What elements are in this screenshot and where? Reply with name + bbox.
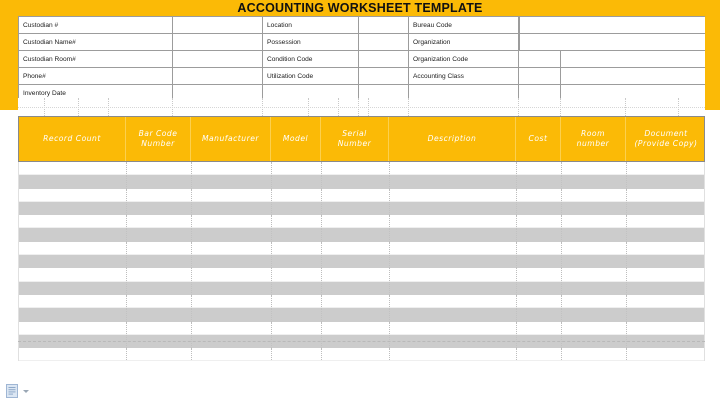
cell-divider <box>191 255 192 268</box>
grid-line-horizontal <box>18 107 705 108</box>
cell-divider <box>191 228 192 241</box>
form-value-far-right[interactable] <box>518 34 706 50</box>
cell-divider <box>516 189 517 201</box>
column-header-label: Number <box>141 139 175 148</box>
form-label-left: Custodian # <box>19 17 173 33</box>
form-row <box>19 34 705 51</box>
cell-divider <box>126 282 127 295</box>
cell-divider <box>126 255 127 268</box>
cell-divider <box>191 202 192 215</box>
form-value-left[interactable] <box>173 68 263 84</box>
cell-divider <box>516 202 517 215</box>
form-row <box>19 17 705 34</box>
form-label-mid: Condition Code <box>263 51 359 67</box>
form-label-left: Inventory Date <box>19 85 173 101</box>
cell-divider <box>626 189 627 201</box>
table-row[interactable] <box>19 348 704 361</box>
cell-divider <box>321 242 322 254</box>
cell-divider <box>321 202 322 215</box>
form-value-right[interactable] <box>519 68 561 84</box>
cell-divider <box>561 308 562 321</box>
cell-divider <box>321 322 322 334</box>
cell-divider <box>561 282 562 295</box>
cell-divider <box>126 175 127 188</box>
cell-divider <box>126 162 127 174</box>
table-row[interactable] <box>19 268 704 281</box>
cell-divider <box>389 308 390 321</box>
column-header-model[interactable] <box>271 117 321 161</box>
cell-divider <box>626 268 627 280</box>
cell-divider <box>191 162 192 174</box>
cell-divider <box>626 215 627 227</box>
column-header-room-number[interactable] <box>561 117 626 161</box>
custodian-form-table <box>18 16 705 102</box>
cell-divider <box>561 215 562 227</box>
cell-divider <box>516 162 517 174</box>
cell-divider <box>516 348 517 360</box>
cell-divider <box>516 242 517 254</box>
inventory-table <box>18 116 705 361</box>
cell-divider <box>516 322 517 334</box>
form-value-mid[interactable] <box>359 17 409 33</box>
column-header-label: Document <box>644 128 688 138</box>
document-icon[interactable] <box>6 384 18 398</box>
form-value-far-right[interactable] <box>561 51 706 67</box>
cell-divider <box>561 255 562 268</box>
column-header-record-count[interactable] <box>19 117 126 161</box>
cell-divider <box>626 322 627 334</box>
cell-divider <box>516 228 517 241</box>
column-header-label: Number <box>337 139 372 148</box>
table-row[interactable] <box>19 282 704 295</box>
cell-divider <box>271 268 272 280</box>
cell-divider <box>561 268 562 280</box>
form-label-left: Custodian Room# <box>19 51 173 67</box>
cell-divider <box>191 215 192 227</box>
cell-divider <box>191 282 192 295</box>
cell-divider <box>389 295 390 307</box>
cell-divider <box>126 228 127 241</box>
cell-divider <box>389 242 390 254</box>
form-label-left: Phone# <box>19 68 173 84</box>
cell-divider <box>126 322 127 334</box>
cell-divider <box>321 255 322 268</box>
cell-divider <box>191 308 192 321</box>
cell-divider <box>271 255 272 268</box>
cell-divider <box>516 268 517 280</box>
cell-divider <box>321 215 322 227</box>
cell-divider <box>561 175 562 188</box>
form-value-left[interactable] <box>173 51 263 67</box>
cell-divider <box>126 215 127 227</box>
form-value-left[interactable] <box>173 34 263 50</box>
cell-divider <box>389 322 390 334</box>
cell-divider <box>389 282 390 295</box>
cell-divider <box>516 308 517 321</box>
cell-divider <box>321 308 322 321</box>
cell-divider <box>321 228 322 241</box>
cell-divider <box>271 282 272 295</box>
cell-divider <box>271 242 272 254</box>
cell-divider <box>321 189 322 201</box>
column-header-serial-number[interactable] <box>321 117 389 161</box>
cell-divider <box>626 295 627 307</box>
cell-divider <box>389 348 390 360</box>
cell-divider <box>516 282 517 295</box>
cell-divider <box>389 215 390 227</box>
cell-divider <box>321 282 322 295</box>
table-row[interactable] <box>19 322 704 335</box>
table-row[interactable] <box>19 162 704 175</box>
form-label-mid: Possession <box>263 34 359 50</box>
cell-divider <box>321 175 322 188</box>
column-header-label: Record Count <box>43 133 101 143</box>
table-row[interactable] <box>19 202 704 215</box>
cell-divider <box>561 162 562 174</box>
column-header-document[interactable] <box>626 117 706 161</box>
cell-divider <box>271 308 272 321</box>
cell-divider <box>626 255 627 268</box>
cell-divider <box>321 295 322 307</box>
cell-divider <box>561 228 562 241</box>
form-value-mid[interactable] <box>359 34 409 50</box>
cell-divider <box>561 295 562 307</box>
cell-divider <box>389 268 390 280</box>
dropdown-caret-icon[interactable] <box>23 390 29 393</box>
form-label-right: Accounting Class <box>409 68 519 84</box>
cell-divider <box>271 162 272 174</box>
column-header-label: (Provide Copy) <box>634 139 698 148</box>
cell-divider <box>191 242 192 254</box>
cell-divider <box>271 228 272 241</box>
form-value-left[interactable] <box>173 17 263 33</box>
column-header-label: Model <box>282 133 309 143</box>
cell-divider <box>126 348 127 360</box>
table-row[interactable] <box>19 215 704 228</box>
table-row[interactable] <box>19 189 704 202</box>
cell-divider <box>126 268 127 280</box>
form-value-mid[interactable] <box>359 68 409 84</box>
cell-divider <box>626 228 627 241</box>
form-label-left: Custodian Name# <box>19 34 173 50</box>
cell-divider <box>271 189 272 201</box>
form-row <box>19 68 705 85</box>
cell-divider <box>126 295 127 307</box>
table-row[interactable] <box>19 295 704 308</box>
form-label-mid: Utilization Code <box>263 68 359 84</box>
column-header-label: Manufacturer <box>201 133 260 143</box>
cell-divider <box>561 348 562 360</box>
cell-divider <box>626 202 627 215</box>
page-title: ACCOUNTING WORKSHEET TEMPLATE <box>237 1 483 15</box>
form-label-right: Bureau Code <box>409 17 519 33</box>
cell-divider <box>389 228 390 241</box>
cell-divider <box>561 242 562 254</box>
cell-divider <box>561 189 562 201</box>
table-row[interactable] <box>19 242 704 255</box>
column-header-label: Cost <box>528 133 548 143</box>
cell-divider <box>561 202 562 215</box>
column-header-description[interactable] <box>389 117 516 161</box>
inventory-table-header-row <box>18 116 705 162</box>
column-header-manufacturer[interactable] <box>191 117 271 161</box>
cell-divider <box>321 348 322 360</box>
cell-divider <box>191 322 192 334</box>
status-bar <box>6 382 66 400</box>
column-header-label: Description <box>427 133 477 143</box>
cell-divider <box>271 322 272 334</box>
column-header-label: Room <box>581 128 605 138</box>
table-row[interactable] <box>19 228 704 241</box>
form-row <box>19 51 705 68</box>
form-label-mid: Location <box>263 17 359 33</box>
table-row[interactable] <box>19 308 704 321</box>
cell-divider <box>561 322 562 334</box>
cell-divider <box>191 295 192 307</box>
cell-divider <box>271 202 272 215</box>
form-value-right[interactable] <box>519 51 561 67</box>
form-label-right: Organization Code <box>409 51 519 67</box>
cell-divider <box>271 295 272 307</box>
cell-divider <box>126 242 127 254</box>
cell-divider <box>389 255 390 268</box>
column-header-label: Bar Code <box>138 128 178 138</box>
cell-divider <box>191 268 192 280</box>
table-row[interactable] <box>19 255 704 268</box>
cell-divider <box>321 162 322 174</box>
table-row[interactable] <box>19 175 704 188</box>
cell-divider <box>271 215 272 227</box>
cell-divider <box>126 202 127 215</box>
cell-divider <box>516 255 517 268</box>
cell-divider <box>126 308 127 321</box>
cell-divider <box>191 348 192 360</box>
cell-divider <box>271 175 272 188</box>
spreadsheet-gap-grid <box>18 98 705 117</box>
cell-divider <box>626 282 627 295</box>
cell-divider <box>271 348 272 360</box>
form-label-right: Organization <box>409 34 519 50</box>
form-value-mid[interactable] <box>359 51 409 67</box>
cell-divider <box>516 215 517 227</box>
cell-divider <box>389 202 390 215</box>
cell-divider <box>626 175 627 188</box>
cell-divider <box>516 295 517 307</box>
column-header-cost[interactable] <box>516 117 561 161</box>
cell-divider <box>626 242 627 254</box>
cell-divider <box>626 348 627 360</box>
cell-divider <box>516 175 517 188</box>
form-value-far-right[interactable] <box>518 17 706 33</box>
cell-divider <box>321 268 322 280</box>
column-header-label: Serial <box>342 128 367 138</box>
cell-divider <box>389 162 390 174</box>
cell-divider <box>389 189 390 201</box>
cell-divider <box>626 308 627 321</box>
cell-divider <box>191 175 192 188</box>
form-value-far-right[interactable] <box>561 68 706 84</box>
inventory-table-body <box>18 162 705 361</box>
cell-divider <box>126 189 127 201</box>
column-header-bar-code-number[interactable] <box>126 117 191 161</box>
table-dashed-separator <box>18 341 705 342</box>
cell-divider <box>191 189 192 201</box>
column-header-label: number <box>576 139 610 148</box>
cell-divider <box>626 162 627 174</box>
cell-divider <box>389 175 390 188</box>
